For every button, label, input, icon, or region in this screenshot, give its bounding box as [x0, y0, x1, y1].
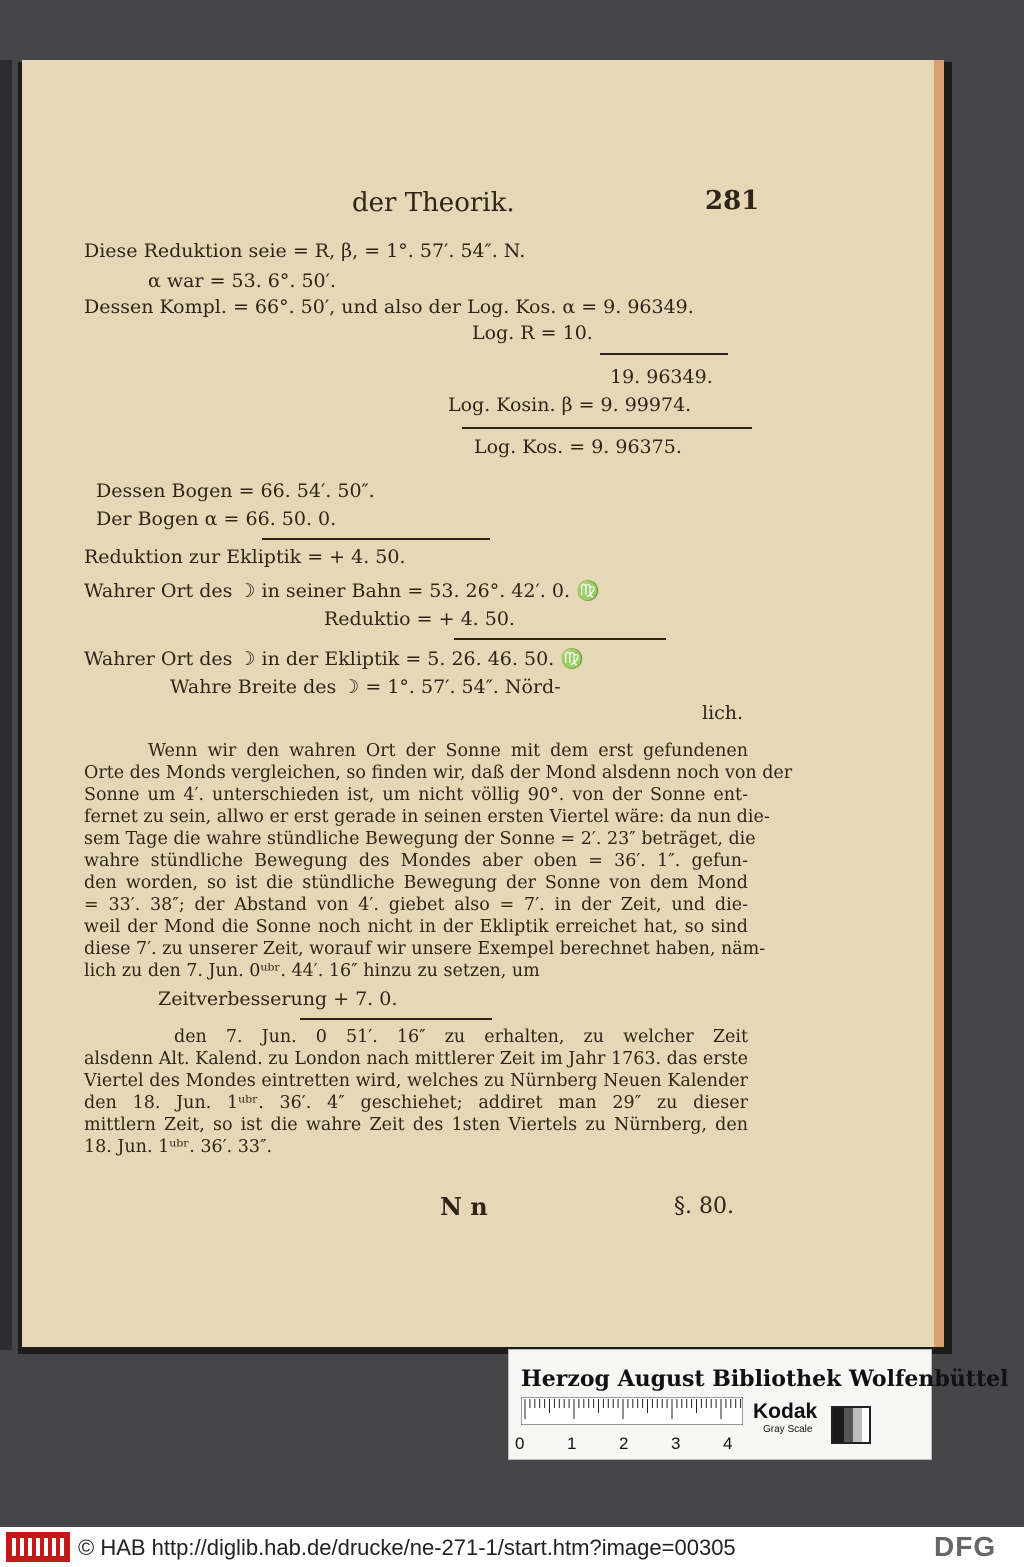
kodak-logo: Kodak — [753, 1400, 818, 1423]
body-paragraph — [84, 740, 793, 982]
text-line: sem Tage die wahre stündliche Bewegung der Sonne = 2′. 23″ beträget, die — [84, 829, 756, 849]
scale-number: 0 — [515, 1434, 525, 1453]
text-line: den 18. Jun. 1ᵘᵇʳ. 36′. 4″ geschiehet; addiret man 29″ zu dieser — [84, 1093, 748, 1113]
hab-logo-icon — [6, 1532, 70, 1562]
scale-number: 2 — [619, 1434, 629, 1453]
text-line: diese 7′. zu unserer Zeit, worauf wir unsere Exempel berechnet haben, näm- — [84, 939, 766, 959]
calc-line: Reduktion zur Ekliptik = + 4. 50. — [84, 546, 406, 568]
calc-line: 19. 96349. — [610, 366, 713, 388]
sum-rule — [300, 1018, 492, 1020]
dfg-logo: DFG — [934, 1531, 997, 1562]
gray-swatch — [831, 1406, 871, 1444]
catchword: §. 80. — [674, 1194, 734, 1219]
text-line: Wenn wir den wahren Ort der Sonne mit dem erst gefundenen — [148, 741, 748, 761]
sum-rule — [454, 638, 666, 640]
text-line: Orte des Monds vergleichen, so finden wir, daß der Mond alsdenn noch von der — [84, 763, 793, 783]
sum-rule — [262, 538, 490, 540]
text-line: = 33′. 38″; der Abstand von 4′. giebet also = 7′. in der Zeit, und die- — [84, 895, 748, 915]
sum-rule — [600, 353, 728, 355]
page-edge — [934, 60, 944, 1347]
calc-line: Dessen Bogen = 66. 54′. 50″. — [96, 480, 375, 502]
text-line: den 7. Jun. 0 51′. 16″ zu erhalten, zu welcher Zeit — [174, 1027, 748, 1047]
calc-line: Reduktio = + 4. 50. — [324, 608, 515, 630]
calc-line: Log. Kos. = 9. 96375. — [474, 436, 682, 458]
calc-line: Der Bogen α = 66. 50. 0. — [96, 508, 337, 530]
book-page — [22, 60, 944, 1347]
calc-line: lich. — [702, 702, 744, 724]
library-color-card — [508, 1349, 1009, 1460]
running-head: der Theorik. — [352, 188, 515, 218]
scale-number: 4 — [723, 1434, 733, 1453]
text-line: 18. Jun. 1ᵘᵇʳ. 36′. 33″. — [84, 1137, 273, 1157]
text-line: Sonne um 4′. unterschieden ist, um nicht völlig 90°. von der Sonne ent- — [84, 785, 748, 805]
calc-line: Log. Kosin. β = 9. 99974. — [448, 394, 692, 416]
calc-line: Diese Reduktion seie = R, β, = 1°. 57′. 54″. N. — [84, 240, 526, 262]
body-paragraph — [84, 1026, 748, 1158]
text-line: mittlern Zeit, so ist die wahre Zeit des 1sten Viertels zu Nürnberg, den — [84, 1115, 748, 1135]
viewer-footer — [0, 1527, 1024, 1567]
scanner-left-edge — [0, 60, 12, 1350]
page-number: 281 — [705, 186, 760, 216]
calc-line: Dessen Kompl. = 66°. 50′, und also der Log. Kos. α = 9. 96349. — [84, 296, 694, 318]
scale-number: 3 — [671, 1434, 681, 1453]
scale-number: 1 — [567, 1434, 577, 1453]
text-line: Viertel des Mondes eintretten wird, welches zu Nürnberg Neuen Kalender — [84, 1071, 748, 1091]
calc-line: Wahre Breite des ☽ = 1°. 57′. 54″. Nörd- — [170, 676, 561, 698]
text-line: den worden, so ist die stündliche Bewegung der Sonne von dem Mond — [84, 873, 748, 893]
calc-line: Wahrer Ort des ☽ in seiner Bahn = 53. 26°. 42′. 0. ♍ — [84, 580, 600, 602]
text-line: weil der Mond die Sonne noch nicht in der Ekliptik erreichet hat, so sind — [84, 917, 748, 937]
calc-line: α war = 53. 6°. 50′. — [148, 270, 336, 292]
calc-line: Log. R = 10. — [472, 322, 593, 344]
copyright-link[interactable]: © HAB http://diglib.hab.de/drucke/ne-271-1/start.htm?image=00305 — [78, 1535, 736, 1560]
ruler-scale — [521, 1397, 743, 1425]
text-line: fernet zu sein, allwo er erst gerade in seinen ersten Viertel wäre: da nun die- — [84, 807, 770, 827]
library-name: Herzog August Bibliothek Wolfenbüttel — [521, 1366, 1009, 1392]
text-line: lich zu den 7. Jun. 0ᵘᵇʳ. 44′. 16″ hinzu zu setzen, um — [84, 961, 540, 981]
time-correction: Zeitverbesserung + 7. 0. — [158, 988, 398, 1010]
calc-line: Wahrer Ort des ☽ in der Ekliptik = 5. 26. 46. 50. ♍ — [84, 648, 584, 670]
signature-mark: N n — [440, 1192, 488, 1221]
sum-rule — [462, 427, 752, 429]
text-line: alsdenn Alt. Kalend. zu London nach mittlerer Zeit im Jahr 1763. das erste — [84, 1049, 748, 1069]
text-line: wahre stündliche Bewegung des Mondes aber oben = 36′. 1″. gefun- — [84, 851, 748, 871]
gray-scale-label: Gray Scale — [763, 1424, 813, 1435]
